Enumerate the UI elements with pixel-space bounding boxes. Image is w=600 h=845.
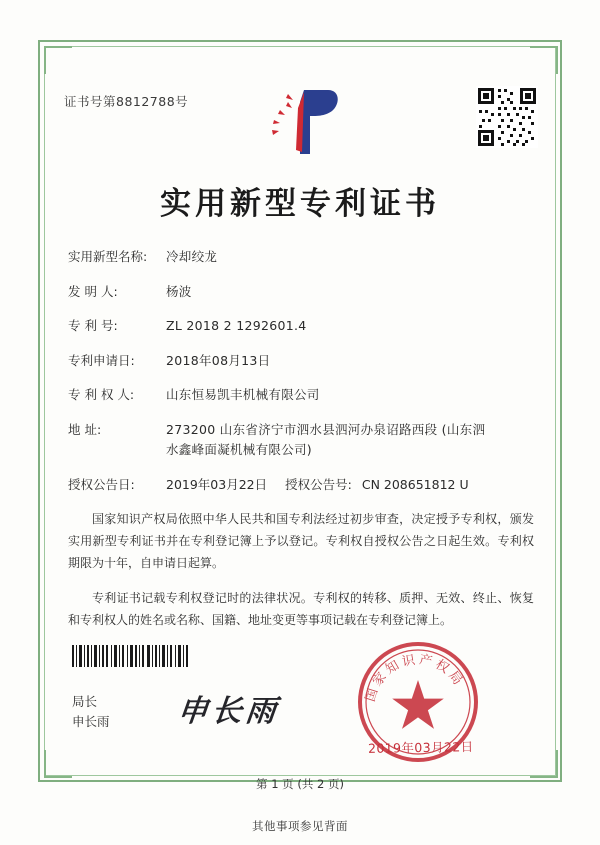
field-row-patentee	[68, 386, 538, 404]
field-row-address	[68, 421, 538, 459]
field-label: 专 利 权 人:	[68, 387, 135, 402]
legal-text-block	[68, 508, 534, 643]
footer-note: 其他事项参见背面	[252, 819, 348, 833]
field-row-grant	[68, 476, 538, 494]
field-value-grant-number: CN 208651812 U	[361, 476, 469, 492]
field-value: 山东恒易凯丰机械有限公司	[166, 387, 320, 402]
field-row-inventor	[68, 283, 538, 301]
paragraph-1: 国家知识产权局依照中华人民共和国专利法经过初步审查，决定授予专利权，颁发实用新型专利证书并在专利登记簿上予以登记。专利权自授权公告之日起生效。专利权期限为十年，自申请日起算。	[68, 512, 534, 571]
field-label-grant-number: 授权公告号:	[285, 476, 352, 492]
director-title-line1: 局长	[72, 694, 98, 709]
address-line-2: 水鑫峰面凝机械有限公司)	[166, 442, 312, 457]
field-value: 2018年08月13日	[166, 352, 271, 368]
field-value: ZL 2018 2 1292601.4	[166, 318, 307, 333]
page-number: 第 1 页 (共 2 页)	[256, 777, 344, 791]
field-label: 实用新型名称:	[68, 249, 148, 264]
svg-text:国家知识产权局: 国家知识产权局	[363, 652, 467, 704]
cnipa-logo-icon	[258, 86, 344, 160]
field-label: 专利申请日:	[68, 352, 135, 368]
field-label-grant-date: 授权公告日:	[68, 476, 135, 492]
field-value	[166, 421, 538, 459]
corner-ornament-top-right	[530, 46, 558, 74]
corner-ornament-top-left	[44, 46, 72, 74]
seal-date: 2019年03月22日	[367, 739, 474, 756]
field-label: 地 址:	[68, 421, 102, 437]
grant-announcement-group	[285, 476, 468, 494]
field-value-grant-date: 2019年03月22日	[166, 476, 268, 492]
director-title-line2: 申长雨	[72, 714, 110, 729]
field-row-patent-name	[68, 248, 538, 266]
address-line-1: 273200 山东省济宁市泗水县泗河办泉诏路西段 (山东泗	[166, 421, 486, 437]
page-title: 实用新型专利证书	[160, 186, 440, 222]
field-row-patent-number	[68, 317, 538, 335]
field-row-application-date	[68, 352, 538, 370]
qr-code-icon	[476, 86, 538, 148]
certificate-fields	[68, 248, 538, 510]
field-value: 冷却绞龙	[166, 249, 218, 264]
field-label: 发 明 人:	[68, 283, 118, 299]
certificate-number: 证书号第8812788号	[64, 94, 189, 109]
field-label: 专 利 号:	[68, 318, 118, 333]
paragraph-2: 专利证书记载专利权登记时的法律状况。专利权的转移、质押、无效、终止、恢复和专利权人的姓名或名称、国籍、地址变更等事项记载在专利登记簿上。	[68, 590, 534, 627]
barcode-icon	[72, 645, 190, 667]
director-title	[72, 692, 110, 732]
field-value: 杨波	[166, 283, 192, 299]
corner-ornament-bottom-left	[44, 750, 72, 778]
handwritten-signature: 申长雨	[175, 694, 282, 729]
corner-ornament-bottom-right	[530, 750, 558, 778]
